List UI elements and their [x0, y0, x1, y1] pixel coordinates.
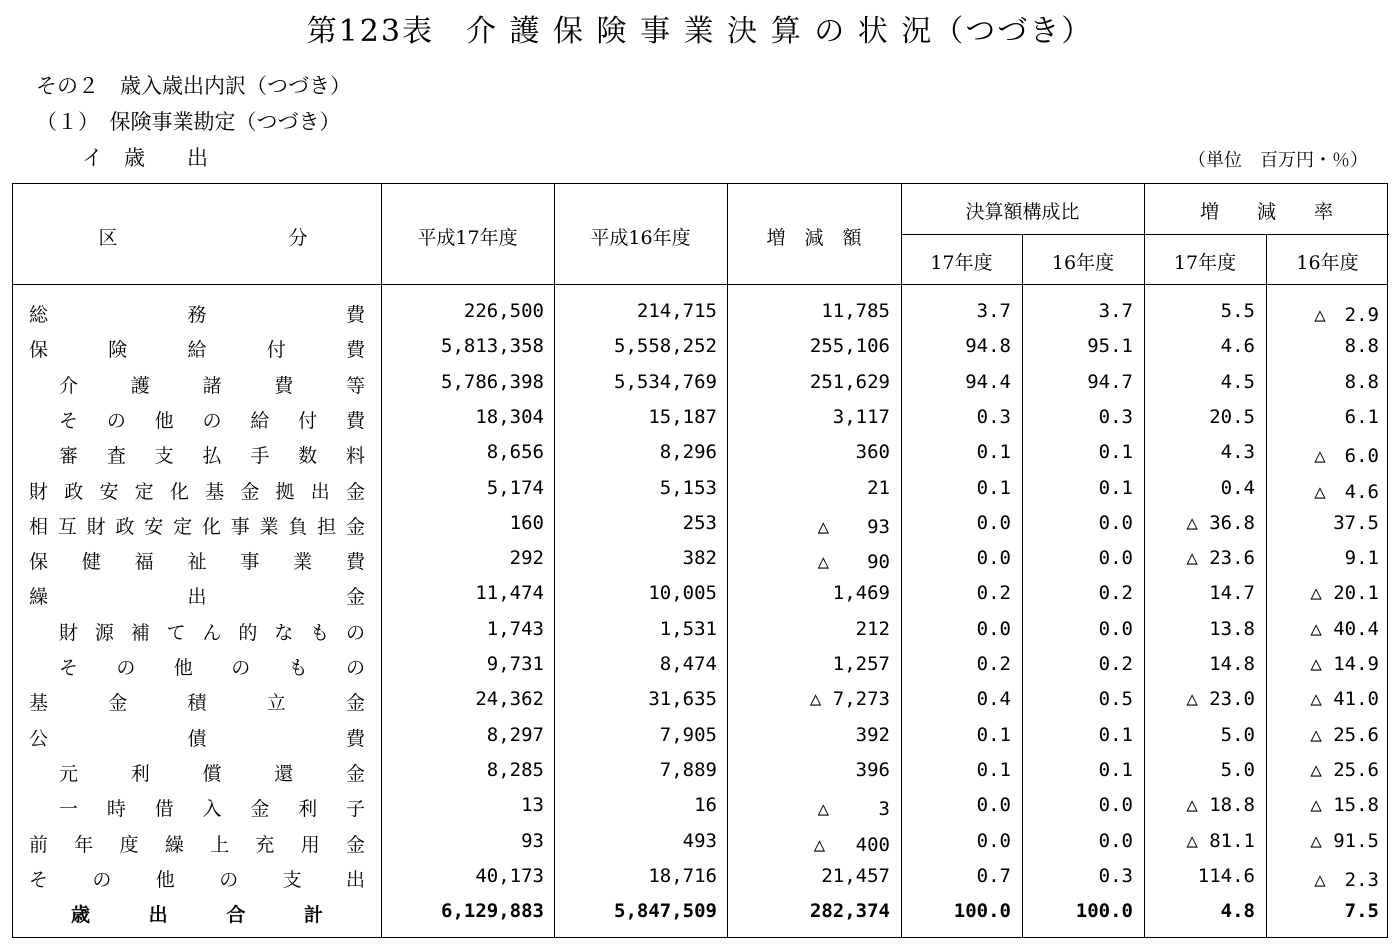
cell-v16: 1,531 [659, 617, 717, 640]
cell-r16: 0.1 [1098, 758, 1133, 781]
header-composition-ratio: 決算額構成比 [965, 201, 1080, 223]
cell-v17: 8,285 [486, 758, 544, 781]
cell-diff: △ 3 [817, 798, 890, 821]
cell-r17: 0.4 [976, 688, 1011, 711]
row-label: 前年度繰上充用金 [29, 833, 365, 856]
cell-v16: 8,296 [659, 441, 717, 464]
cell-v16: 493 [682, 829, 717, 852]
cell-r17: 0.1 [976, 758, 1011, 781]
row-label: 相互財政安定化事業負担金 [29, 515, 365, 538]
cell-diff: 282,374 [809, 900, 890, 923]
header-rate-fy17: 17年度 [1173, 252, 1237, 274]
cell-diff: 392 [855, 723, 890, 746]
cell-r17: 100.0 [953, 900, 1011, 923]
cell-g16: 37.5 [1333, 511, 1379, 534]
table-row [13, 717, 1387, 752]
cell-g17: 5.0 [1220, 758, 1255, 781]
cell-v16: 214,715 [636, 300, 717, 322]
cell-r16: 0.0 [1098, 511, 1133, 534]
cell-g17: 4.3 [1220, 441, 1255, 464]
cell-g16: △ 25.6 [1310, 723, 1379, 746]
cell-diff: 255,106 [809, 335, 890, 358]
cell-g17: 13.8 [1209, 617, 1255, 640]
cell-g17: △ 81.1 [1186, 829, 1255, 852]
cell-v17: 93 [521, 829, 544, 852]
cell-r16: 0.5 [1098, 688, 1133, 711]
cell-v17: 5,786,398 [441, 370, 544, 393]
cell-g16: △ 14.9 [1310, 653, 1379, 675]
cell-diff: △ 90 [817, 551, 890, 574]
row-label: 介護諸費等 [59, 374, 365, 397]
table-row [13, 681, 1387, 716]
table-row [13, 752, 1387, 787]
table-row [13, 470, 1387, 505]
cell-v16: 16 [694, 794, 717, 817]
cell-v17: 292 [509, 547, 544, 570]
table-row [13, 364, 1387, 399]
cell-v16: 253 [682, 511, 717, 534]
header-rate-fy16: 16年度 [1296, 252, 1359, 274]
cell-g17: 5.0 [1220, 723, 1255, 746]
table-row [13, 434, 1387, 469]
cell-r17: 0.0 [976, 617, 1011, 640]
cell-diff: △ 400 [813, 833, 890, 856]
cell-diff: 212 [855, 617, 890, 640]
cell-r16: 94.7 [1087, 370, 1133, 393]
cell-g17: 0.4 [1220, 476, 1255, 499]
cell-r16: 0.0 [1098, 617, 1133, 640]
cell-g16: △ 6.0 [1314, 445, 1379, 468]
row-label: 財政安定化基金拠出金 [29, 480, 365, 503]
row-label: 財源補てん的なもの [59, 621, 365, 644]
row-label: 総務費 [29, 304, 365, 326]
cell-g17: 20.5 [1209, 405, 1255, 428]
row-label: 繰出金 [29, 586, 365, 609]
subsection-heading: （１） 保険事業勘定（つづき） [36, 110, 341, 134]
cell-r16: 0.2 [1098, 582, 1133, 605]
table-row [13, 787, 1387, 822]
table-row [13, 823, 1387, 858]
cell-v16: 382 [682, 547, 717, 570]
cell-diff: 3,117 [832, 405, 890, 428]
cell-r17: 0.7 [976, 864, 1011, 887]
cell-r17: 3.7 [976, 300, 1011, 322]
cell-g16: △ 15.8 [1310, 794, 1379, 817]
row-label: 一時借入金利子 [59, 798, 365, 821]
section-heading: その２ 歳入歳出内訳（つづき） [36, 74, 351, 98]
page-title: 第123表 介 護 保 険 事 業 決 算 の 状 況（つづき） [306, 14, 1094, 49]
row-label: 保険給付費 [29, 339, 365, 362]
cell-v16: 5,558,252 [614, 335, 717, 358]
cell-g16: 6.1 [1344, 405, 1379, 428]
table-row [13, 575, 1387, 610]
cell-r17: 94.4 [965, 370, 1011, 393]
cell-g17: △ 18.8 [1186, 794, 1255, 817]
cell-v16: 8,474 [659, 653, 717, 675]
cell-v17: 1,743 [486, 617, 544, 640]
row-label: 元利償還金 [59, 762, 365, 785]
cell-r17: 0.2 [976, 653, 1011, 675]
cell-r17: 0.0 [976, 829, 1011, 852]
cell-r16: 0.1 [1098, 723, 1133, 746]
cell-g17: 14.7 [1209, 582, 1255, 605]
cell-v17: 226,500 [463, 300, 544, 322]
cell-v16: 5,847,509 [614, 900, 717, 923]
cell-r17: 94.8 [965, 335, 1011, 358]
cell-v17: 24,362 [475, 688, 544, 711]
cell-diff: 21 [867, 476, 890, 499]
cell-r16: 0.0 [1098, 547, 1133, 570]
cell-g17: 4.8 [1220, 900, 1255, 923]
cell-diff: 360 [855, 441, 890, 464]
cell-diff: 1,257 [832, 653, 890, 675]
cell-v16: 7,905 [659, 723, 717, 746]
cell-g16: △ 20.1 [1310, 582, 1379, 605]
cell-v17: 5,174 [486, 476, 544, 499]
cell-r17: 0.0 [976, 794, 1011, 817]
cell-g16: 8.8 [1344, 335, 1379, 358]
header-change-rate: 増 減 率 [1199, 201, 1333, 223]
cell-v17: 9,731 [486, 653, 544, 675]
cell-g16: 9.1 [1344, 547, 1379, 570]
row-label: 歳出合計 [71, 904, 323, 927]
table-row [13, 858, 1387, 893]
row-label: その他の給付費 [59, 409, 365, 432]
table-row [13, 540, 1387, 575]
cell-v17: 8,656 [486, 441, 544, 464]
cell-r17: 0.1 [976, 476, 1011, 499]
cell-g17: 4.6 [1220, 335, 1255, 358]
cell-r16: 0.1 [1098, 476, 1133, 499]
cell-diff: 251,629 [809, 370, 890, 393]
row-label: その他の支出 [29, 868, 365, 891]
cell-v17: 18,304 [475, 405, 544, 428]
row-label: 公債費 [29, 727, 365, 750]
table-row [13, 328, 1387, 363]
header-ratio-fy16: 16年度 [1051, 252, 1115, 274]
row-label: 基金積立金 [29, 692, 365, 715]
cell-v16: 15,187 [648, 405, 717, 428]
cell-v17: 8,297 [486, 723, 544, 746]
cell-g17: 5.5 [1220, 300, 1255, 322]
header-fy16: 平成16年度 [590, 227, 691, 249]
cell-r16: 0.2 [1098, 653, 1133, 675]
table-heading: イ 歳 出 [82, 146, 208, 170]
cell-r16: 100.0 [1075, 900, 1133, 923]
cell-r17: 0.1 [976, 441, 1011, 464]
cell-g16: △ 2.3 [1314, 868, 1379, 891]
table-row [13, 646, 1387, 681]
cell-v17: 40,173 [475, 864, 544, 887]
table-row [13, 293, 1387, 328]
header-category: 区 分 [98, 227, 308, 249]
header-fy17: 平成17年度 [417, 227, 518, 249]
cell-g16: 7.5 [1344, 900, 1379, 923]
expenditure-table [12, 183, 1388, 938]
cell-r17: 0.3 [976, 405, 1011, 428]
row-label: 保健福祉事業費 [29, 551, 365, 574]
cell-v16: 18,716 [648, 864, 717, 887]
cell-g17: △ 23.0 [1186, 688, 1255, 711]
cell-diff: 21,457 [821, 864, 890, 887]
cell-g16: △ 40.4 [1310, 617, 1379, 640]
cell-g17: 4.5 [1220, 370, 1255, 393]
cell-diff: △ 7,273 [809, 688, 890, 711]
total-row [13, 893, 1387, 928]
cell-r16: 0.1 [1098, 441, 1133, 464]
cell-diff: △ 93 [817, 515, 890, 538]
cell-v16: 5,534,769 [614, 370, 717, 393]
cell-diff: 1,469 [832, 582, 890, 605]
cell-r17: 0.0 [976, 511, 1011, 534]
cell-v17: 13 [521, 794, 544, 817]
cell-v16: 31,635 [648, 688, 717, 711]
cell-v16: 5,153 [659, 476, 717, 499]
cell-v17: 11,474 [475, 582, 544, 605]
cell-r16: 3.7 [1098, 300, 1133, 322]
cell-r17: 0.1 [976, 723, 1011, 746]
cell-v16: 7,889 [659, 758, 717, 781]
cell-r17: 0.2 [976, 582, 1011, 605]
row-label: その他のもの [59, 657, 365, 679]
cell-g16: 8.8 [1344, 370, 1379, 393]
cell-r16: 95.1 [1087, 335, 1133, 358]
cell-g17: 14.8 [1209, 653, 1255, 675]
table-row [13, 611, 1387, 646]
cell-g17: △ 23.6 [1186, 547, 1255, 570]
cell-diff: 396 [855, 758, 890, 781]
cell-g17: 114.6 [1197, 864, 1255, 887]
cell-r16: 0.0 [1098, 794, 1133, 817]
cell-diff: 11,785 [821, 300, 890, 322]
cell-g16: △ 25.6 [1310, 758, 1379, 781]
cell-g17: △ 36.8 [1186, 511, 1255, 534]
cell-v17: 160 [509, 511, 544, 534]
cell-r16: 0.0 [1098, 829, 1133, 852]
cell-v17: 5,813,358 [441, 335, 544, 358]
cell-g16: △ 41.0 [1310, 688, 1379, 711]
cell-v17: 6,129,883 [441, 900, 544, 923]
cell-g16: △ 4.6 [1314, 480, 1379, 503]
unit-note: （単位 百万円・％） [1188, 150, 1368, 171]
cell-r17: 0.0 [976, 547, 1011, 570]
table-row [13, 399, 1387, 434]
cell-v16: 10,005 [648, 582, 717, 605]
table-row [13, 505, 1387, 540]
cell-r16: 0.3 [1098, 864, 1133, 887]
header-ratio-fy17: 17年度 [930, 252, 993, 274]
header-difference: 増 減 額 [766, 227, 862, 249]
cell-r16: 0.3 [1098, 405, 1133, 428]
row-label: 審査支払手数料 [59, 445, 365, 468]
cell-g16: △ 2.9 [1314, 304, 1379, 326]
cell-g16: △ 91.5 [1310, 829, 1379, 852]
